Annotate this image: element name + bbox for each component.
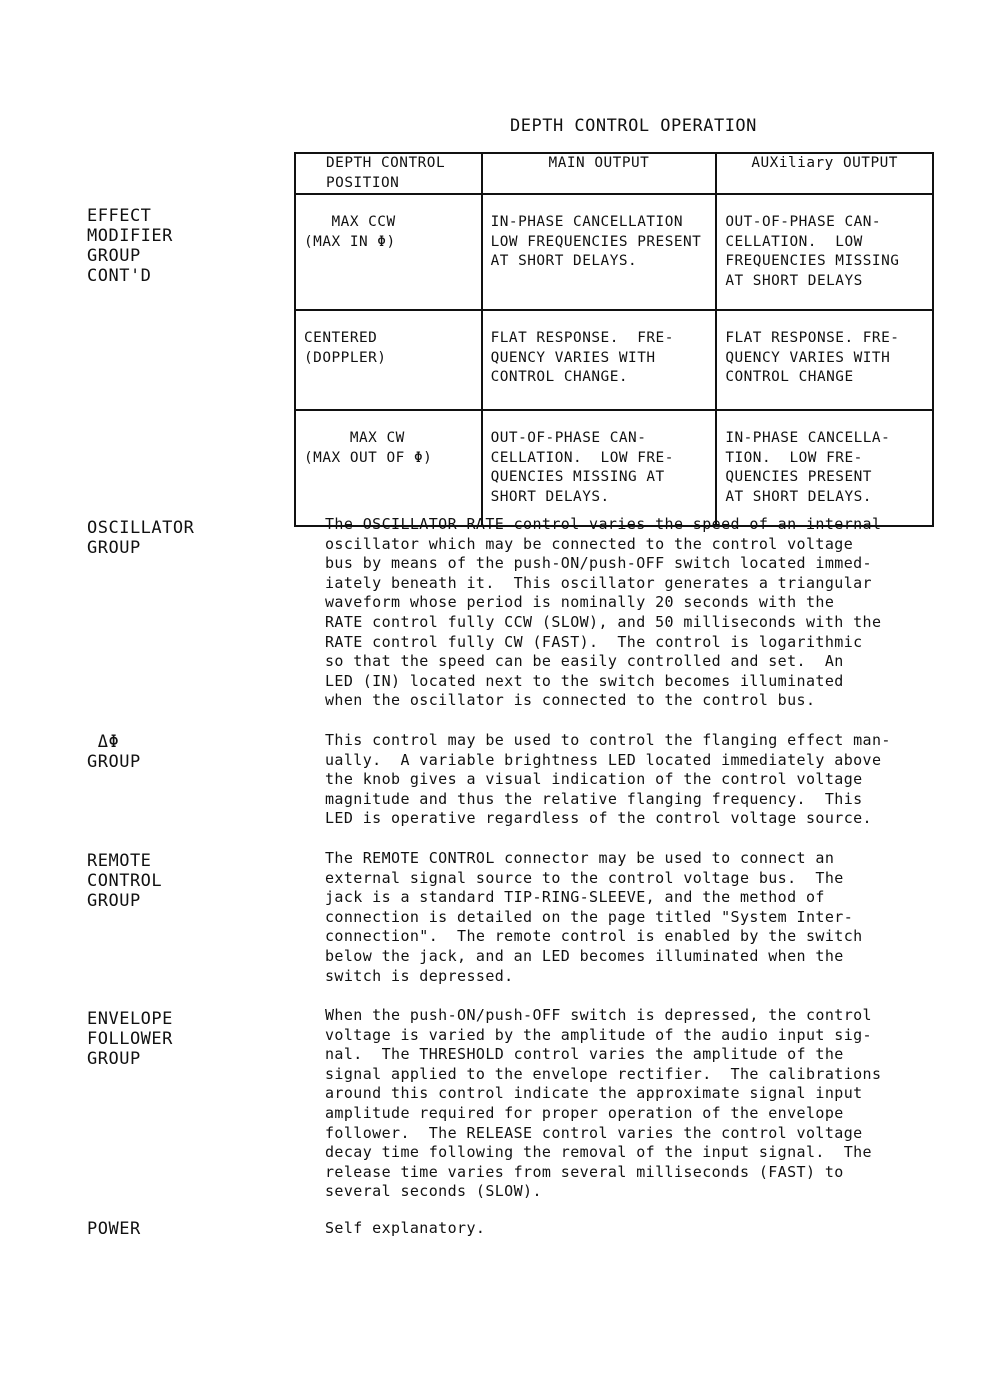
- envelope-follower-group-text: When the push-ON/push-OFF switch is depressed, the control voltage is varied by the amplitude of the audio input sig- nal. The THRESHOLD control varies the amplitude of the signal applied to the envelope rectifier. The calibrations around this control indicate the approximate signal input amplitude required for proper operation of the envelope follower. The RELEASE control varies the control voltage decay time following the removal of the input signal. The release time varies from several milliseconds (FAST) to several seconds (SLOW).: [325, 1006, 882, 1201]
- table-row: [295, 310, 933, 410]
- main-output-cell: IN-PHASE CANCELLATION LOW FREQUENCIES PRESENT AT SHORT DELAYS.: [482, 194, 717, 310]
- header-main-output: MAIN OUTPUT: [482, 153, 717, 194]
- header-aux-output: AUXiliary OUTPUT: [716, 153, 933, 194]
- aux-output-cell: IN-PHASE CANCELLA- TION. LOW FRE- QUENCIES PRESENT AT SHORT DELAYS.: [716, 410, 933, 526]
- power-text: Self explanatory.: [325, 1219, 486, 1237]
- power-label: POWER: [87, 1219, 141, 1239]
- main-output-cell: OUT-OF-PHASE CAN- CELLATION. LOW FRE- QUENCIES MISSING AT SHORT DELAYS.: [482, 410, 717, 526]
- remote-control-group-text: The REMOTE CONTROL connector may be used to connect an external signal source to the control voltage bus. The jack is a standard TIP-RING-SLEEVE, and the method of connection is detailed on the page titled "System Inter- connection". The remote control is enabled by the switch below the jack, and an LED becomes illuminated when the switch is depressed.: [325, 849, 863, 985]
- aux-output-cell: OUT-OF-PHASE CAN- CELLATION. LOW FREQUENCIES MISSING AT SHORT DELAYS: [716, 194, 933, 310]
- effect-modifier-label: EFFECT MODIFIER GROUP CONT'D: [87, 206, 173, 286]
- position-cell: CENTERED (DOPPLER): [295, 310, 482, 410]
- table-row: [295, 410, 933, 526]
- oscillator-group-text: The OSCILLATOR RATE control varies the speed of an internal oscillator which may be connected to the control voltage bus by means of the push-ON/push-OFF switch located immed- iately beneath it. This oscillator generates a triangular waveform whose period is nominally 20 seconds with the RATE control fully CCW (SLOW), and 50 milliseconds with the RATE control fully CW (FAST). The control is logarithmic so that the speed can be easily controlled and set. An LED (IN) located next to the switch becomes illuminated when the oscillator is connected to the control bus.: [325, 515, 882, 710]
- oscillator-group-label: OSCILLATOR GROUP: [87, 518, 195, 558]
- table-header-row: [295, 153, 933, 194]
- remote-control-group-label: REMOTE CONTROL GROUP: [87, 851, 163, 911]
- header-depth-position: DEPTH CONTROL POSITION: [295, 153, 482, 194]
- delta-phi-group-label: ΔΦ GROUP: [87, 732, 141, 772]
- envelope-follower-group-label: ENVELOPE FOLLOWER GROUP: [87, 1009, 173, 1069]
- page-title: DEPTH CONTROL OPERATION: [510, 116, 757, 136]
- delta-phi-group-text: This control may be used to control the flanging effect man- ually. A variable brightness LED located immediately above the knob gives a visual indication of the control voltage magnitude and thus the relative flanging frequency. This LED is operative regardless of the control voltage source.: [325, 731, 891, 828]
- position-cell: MAX CCW (MAX IN Φ): [295, 194, 482, 310]
- table-row: [295, 194, 933, 310]
- depth-control-table: [294, 152, 934, 527]
- aux-output-cell: FLAT RESPONSE. FRE- QUENCY VARIES WITH CONTROL CHANGE: [716, 310, 933, 410]
- main-output-cell: FLAT RESPONSE. FRE- QUENCY VARIES WITH CONTROL CHANGE.: [482, 310, 717, 410]
- position-cell: MAX CW (MAX OUT OF Φ): [295, 410, 482, 526]
